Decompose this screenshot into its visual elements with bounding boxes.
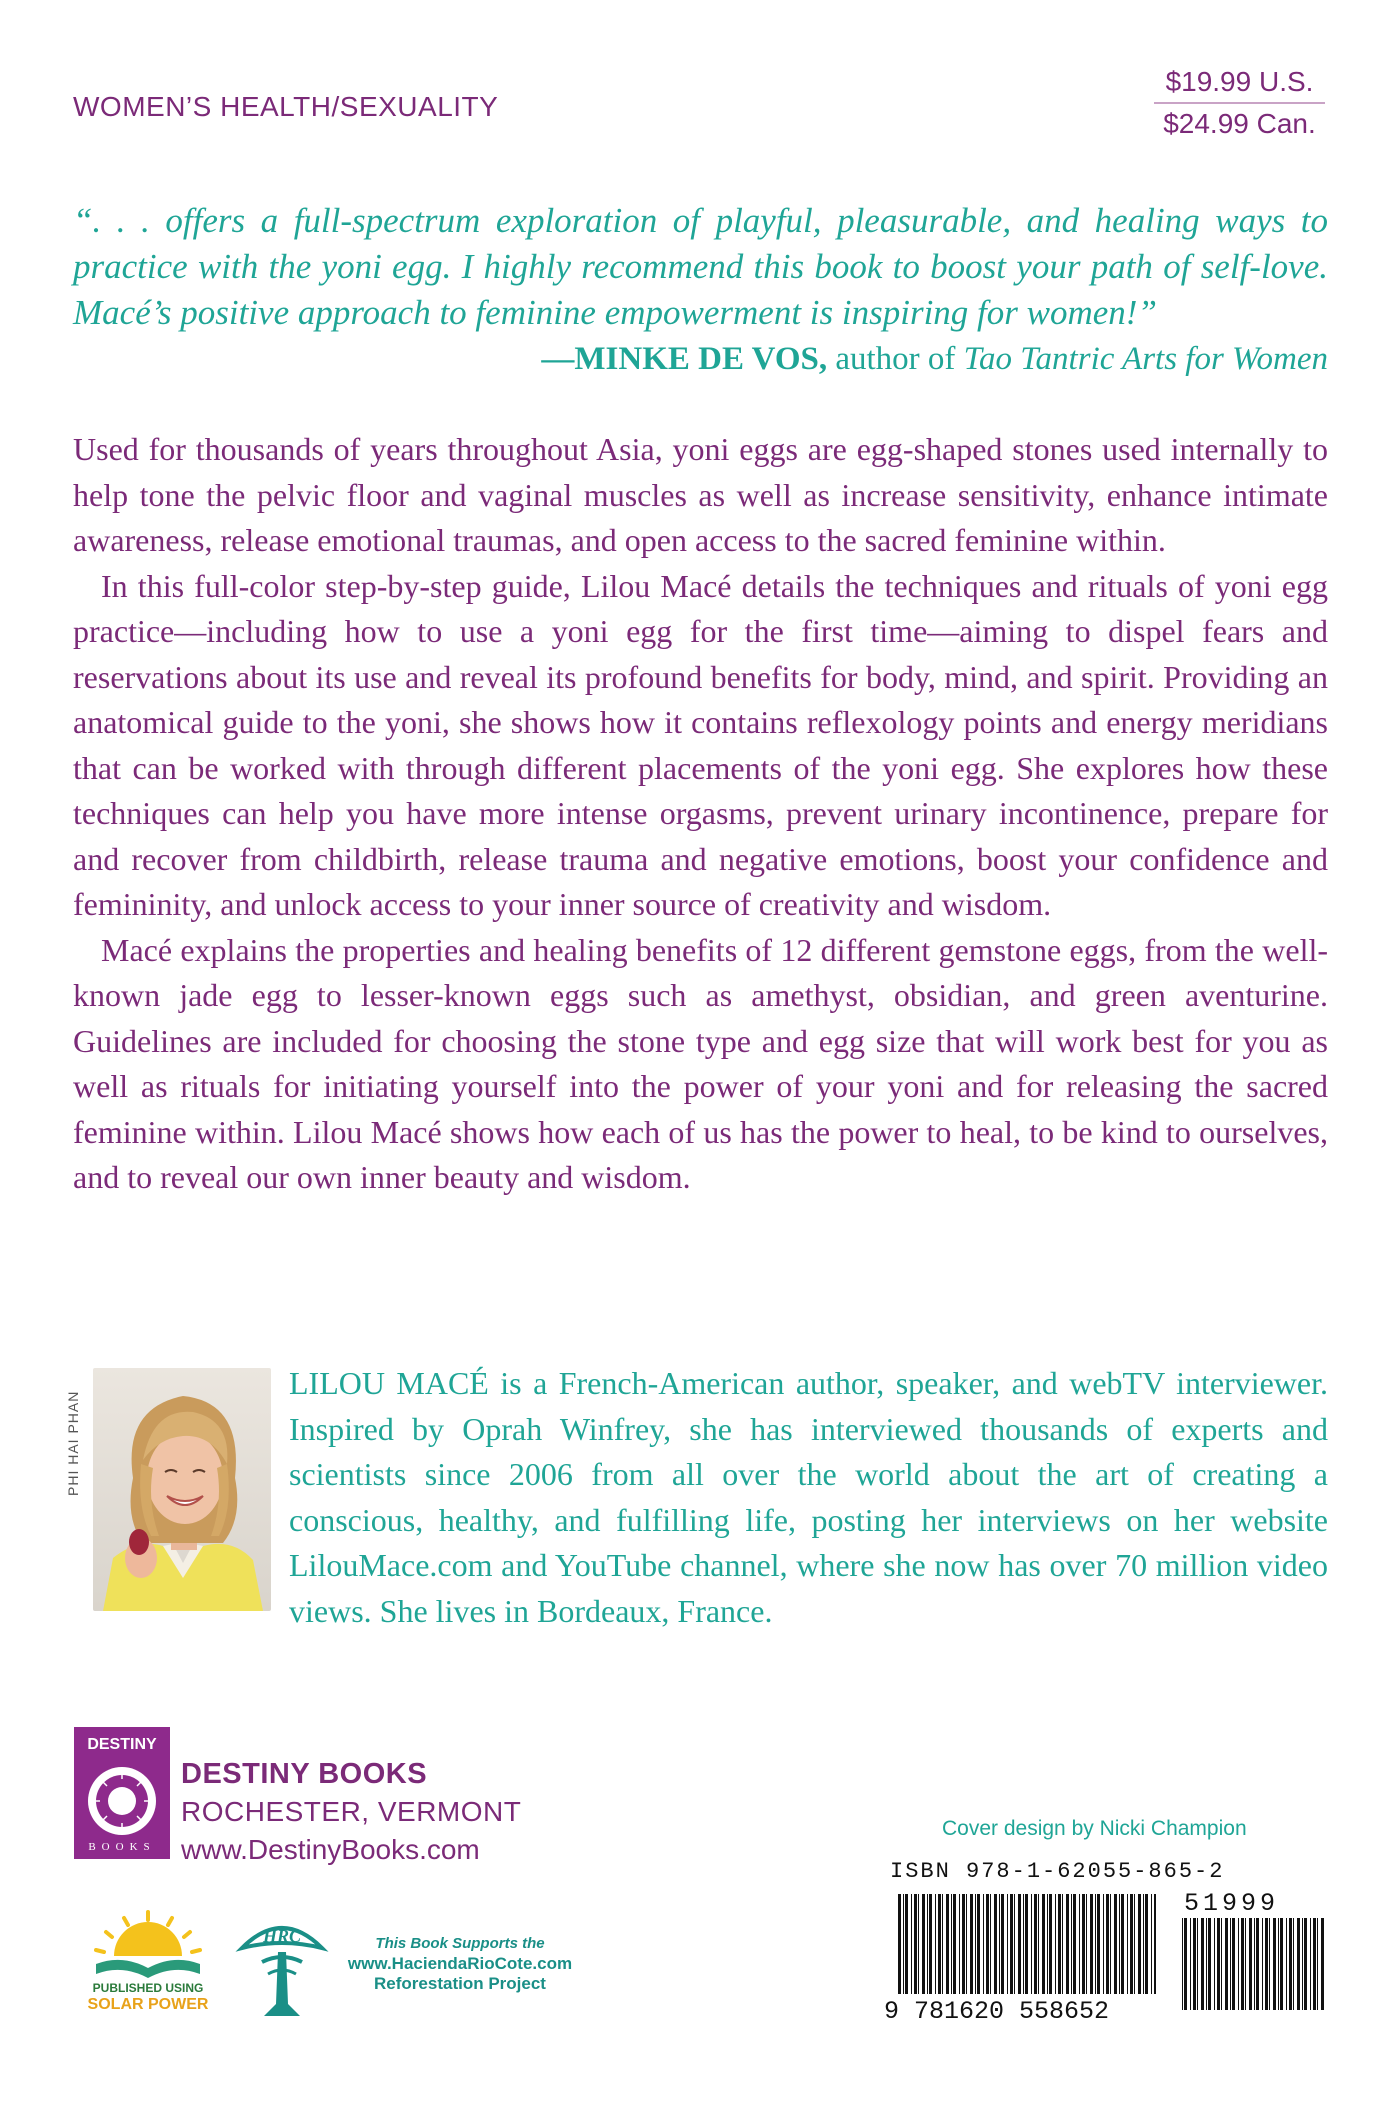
- barcode-bar: [1184, 1918, 1187, 2010]
- barcode-bar: [1151, 1894, 1152, 1994]
- barcode-bar: [911, 1894, 912, 1994]
- barcode-bar: [1201, 1918, 1204, 2010]
- barcode-bar: [1055, 1894, 1056, 1994]
- hrc-line3: Reforestation Project: [374, 1974, 546, 1993]
- barcode-bar: [1217, 1918, 1220, 2010]
- barcode-bar: [975, 1894, 976, 1994]
- barcode-bar: [1214, 1918, 1215, 2010]
- description-paragraph: Macé explains the properties and healing benefits of 12 different gemstone eggs, from the well-known jade egg to lesser-known eggs such as amethyst, obsidian, and green aventurine. Guidelines are included for choosing the stone type and egg size that will work best for you as well as rituals for initiating yourself into the power of your yoni and for releasing the sacred feminine within. Lilou Macé shows how each of us has the power to heal, to be kind to ourselves, and to reveal our own inner beauty and wisdom.: [73, 931, 1328, 1195]
- barcode-bar: [1095, 1894, 1096, 1994]
- barcode-bar: [1086, 1894, 1087, 1994]
- barcode-bar: [1289, 1918, 1292, 2010]
- barcode-bar: [1018, 1894, 1021, 1994]
- logo-bottom-text: BOOKS: [88, 1841, 156, 1853]
- isbn-text: ISBN 978-1-62055-865-2: [890, 1859, 1225, 1884]
- barcode-bar: [1071, 1894, 1072, 1994]
- barcode-bar: [1232, 1918, 1235, 2010]
- description-paragraph: In this full-color step-by-step guide, Lilou Macé details the techniques and rituals of yoni egg practice—including how to use a yoni egg for the first time—aiming to dispel fears and reservations about its use and reveal its profound benefits for body, mind, and spirit. Providing an anatomical guide to the yoni, she shows how it contains reflexology points and energy meridians that can be worked with through different placements of the yoni egg. She explores how these techniques can help you have more intense orgasms, prevent urinary incontinence, prepare for and recover from childbirth, release trauma and negative emotions, boost your confidence and femininity, and unlock access to your inner source of creativity and wisdom.: [73, 567, 1328, 922]
- quote-attribution: [73, 336, 1328, 382]
- barcode-bar: [977, 1894, 980, 1994]
- barcode-bar: [1197, 1918, 1198, 2010]
- quote-attr-mid: author of: [827, 341, 964, 377]
- author-bio: [289, 1361, 1328, 1634]
- barcode-bar: [1269, 1918, 1270, 2010]
- price-block: [1154, 66, 1325, 140]
- price-can: $24.99 Can.: [1163, 108, 1316, 139]
- price-us: $19.99 U.S.: [1154, 66, 1325, 104]
- barcode-bar: [1082, 1894, 1085, 1994]
- barcode-bar: [1265, 1918, 1268, 2010]
- publisher-city: ROCHESTER, VERMONT: [181, 1796, 522, 1827]
- author-photo: [93, 1368, 271, 1611]
- barcode-bar: [1034, 1894, 1037, 1994]
- barcode-bar: [922, 1894, 925, 1994]
- barcode-bar: [1238, 1918, 1239, 2010]
- barcode-bar: [1313, 1918, 1316, 2010]
- barcode-bar: [1297, 1918, 1300, 2010]
- barcode-bar: [1304, 1918, 1307, 2010]
- solar-line1: PUBLISHED USING: [92, 1981, 204, 1995]
- barcode-bar: [1256, 1918, 1259, 2010]
- barcode-bar: [1049, 1894, 1052, 1994]
- barcode-bar: [1208, 1918, 1211, 2010]
- barcode-bar: [1221, 1918, 1222, 2010]
- barcode-bar: [1230, 1918, 1231, 2010]
- barcode-bar: [1273, 1918, 1276, 2010]
- barcode-bar: [1286, 1918, 1287, 2010]
- barcode-bar: [1042, 1894, 1045, 1994]
- barcode-bar: [1023, 1894, 1024, 1994]
- barcode-bar: [1047, 1894, 1048, 1994]
- barcode-bar: [1310, 1918, 1311, 2010]
- barcode-bar: [898, 1894, 901, 1994]
- barcode-bar: [1130, 1894, 1133, 1994]
- barcode-bar: [942, 1894, 943, 1994]
- hrc-url[interactable]: www.HaciendaRioCote.com: [347, 1954, 573, 1973]
- description-paragraph: Used for thousands of years throughout Asia, yoni eggs are egg-shaped stones used internally to help tone the pelvic floor and vaginal muscles as well as increase sensitivity, enhance intimate awareness, release emotional traumas, and open access to the sacred feminine within.: [73, 431, 1328, 558]
- publisher-url[interactable]: www.DestinyBooks.com: [181, 1834, 480, 1865]
- barcode-bar: [994, 1894, 997, 1994]
- barcode-bar: [918, 1894, 919, 1994]
- barcode-bar: [938, 1894, 941, 1994]
- barcode-bar: [1079, 1894, 1080, 1994]
- isbn-barcode: [884, 1886, 1329, 2022]
- barcode-bar: [1225, 1918, 1228, 2010]
- barcode-bar: [1058, 1894, 1061, 1994]
- barcode-bar: [1066, 1894, 1069, 1994]
- bio-text: LILOU MACÉ is a French-American author, speaker, and webTV interviewer. Inspired by Oprah Winfrey, she has interviewed thousands of experts and scientists since 2006 from all over the world about the art of creating a conscious, healthy, and fulfilling life, posting her interviews on her website LilouMace.com and YouTube channel, where she now has over 70 million video views. She lives in Bordeaux, France.: [289, 1365, 1328, 1629]
- barcode-bar: [935, 1894, 936, 1994]
- hrc-support-text: [330, 1934, 590, 1994]
- barcode-bar: [986, 1894, 989, 1994]
- barcode-bar: [1138, 1894, 1141, 1994]
- barcode-bar: [1014, 1894, 1015, 1994]
- barcode-bar: [1302, 1918, 1303, 2010]
- barcode-bar: [1097, 1894, 1100, 1994]
- barcode-bar: [1317, 1918, 1318, 2010]
- barcode-bar: [1262, 1918, 1263, 2010]
- publisher-info: [181, 1755, 521, 1869]
- barcode-bar: [1010, 1894, 1013, 1994]
- barcode-bar: [1293, 1918, 1294, 2010]
- barcode-bar: [962, 1894, 965, 1994]
- solar-line2: SOLAR POWER: [87, 1996, 209, 2013]
- logo-top-text: DESTINY: [87, 1736, 157, 1753]
- barcode-bar: [1103, 1894, 1104, 1994]
- barcode-bar: [999, 1894, 1000, 1994]
- barcode-bar: [1206, 1918, 1207, 2010]
- barcode-bar: [1001, 1894, 1004, 1994]
- barcode-bar: [1134, 1894, 1135, 1994]
- barcode-digits: 9 781620 558652: [884, 1997, 1110, 2022]
- barcode-addon-digits: 51999: [1184, 1889, 1280, 1918]
- hrc-line1: This Book Supports the: [375, 1935, 545, 1952]
- barcode-bar: [1038, 1894, 1039, 1994]
- barcode-bar: [983, 1894, 984, 1994]
- cover-design-credit: Cover design by Nicki Champion: [942, 1817, 1247, 1840]
- quote-author: —MINKE DE VOS,: [541, 341, 828, 377]
- barcode-bar: [966, 1894, 967, 1994]
- quote-text: “. . . offers a full-spectrum exploration of playful, pleasurable, and healing ways to practice with the yoni egg. I highly recommend this book to boost your path of self-love. Macé’s positive approach to feminine empowerment is inspiring for women!”: [73, 201, 1328, 332]
- barcode-bar: [1254, 1918, 1255, 2010]
- barcode-bar: [1245, 1918, 1246, 2010]
- barcode-bar: [1145, 1894, 1148, 1994]
- barcode-bar: [1182, 1918, 1183, 2010]
- barcode-bar: [927, 1894, 928, 1994]
- barcode-bar: [905, 1894, 908, 1994]
- barcode-bar: [1062, 1894, 1063, 1994]
- barcode-bar: [1090, 1894, 1093, 1994]
- barcode-bar: [1110, 1894, 1111, 1994]
- barcode-bar: [1121, 1894, 1124, 1994]
- barcode-bar: [1249, 1918, 1252, 2010]
- barcode-bar: [903, 1894, 904, 1994]
- barcode-bar: [914, 1894, 917, 1994]
- tree-icon: [262, 1952, 302, 2016]
- barcode-bar: [1280, 1918, 1283, 2010]
- barcode-bar: [1114, 1894, 1117, 1994]
- barcode-bar: [1241, 1918, 1244, 2010]
- barcode-bar: [1321, 1918, 1324, 2010]
- barcode-bar: [959, 1894, 960, 1994]
- barcode-bar: [1106, 1894, 1109, 1994]
- barcode-bar: [1143, 1894, 1144, 1994]
- barcode-bar: [990, 1894, 991, 1994]
- solar-power-logo: [74, 1908, 222, 2016]
- barcode-bar: [1278, 1918, 1279, 2010]
- category-label: WOMEN’S HEALTH/SEXUALITY: [73, 91, 499, 122]
- endorsement-quote: [73, 198, 1328, 382]
- barcode-bar: [946, 1894, 949, 1994]
- book-description: [73, 427, 1328, 1201]
- barcode-bar: [951, 1894, 952, 1994]
- barcode-bar: [1127, 1894, 1128, 1994]
- barcode-bar: [1193, 1918, 1196, 2010]
- barcode-bar: [953, 1894, 956, 1994]
- barcode-bar: [1031, 1894, 1032, 1994]
- hrc-logo-text: HRC: [262, 1926, 302, 1946]
- publisher-name: DESTINY BOOKS: [181, 1758, 428, 1790]
- barcode-bar: [1007, 1894, 1008, 1994]
- destiny-books-logo: [74, 1727, 170, 1867]
- sun-icon: [96, 1912, 200, 1956]
- barcode-bar: [1025, 1894, 1028, 1994]
- hrc-tree-logo: [232, 1912, 332, 2024]
- barcode-bar: [1154, 1894, 1156, 1994]
- barcode-bar: [1073, 1894, 1076, 1994]
- photo-credit: PHI HAI PHAN: [65, 1390, 81, 1496]
- barcode-bar: [929, 1894, 932, 1994]
- barcode-bar: [1119, 1894, 1120, 1994]
- barcode-bar: [970, 1894, 973, 1994]
- quote-book-title: Tao Tantric Arts for Women: [963, 341, 1328, 377]
- barcode-bar: [1190, 1918, 1191, 2010]
